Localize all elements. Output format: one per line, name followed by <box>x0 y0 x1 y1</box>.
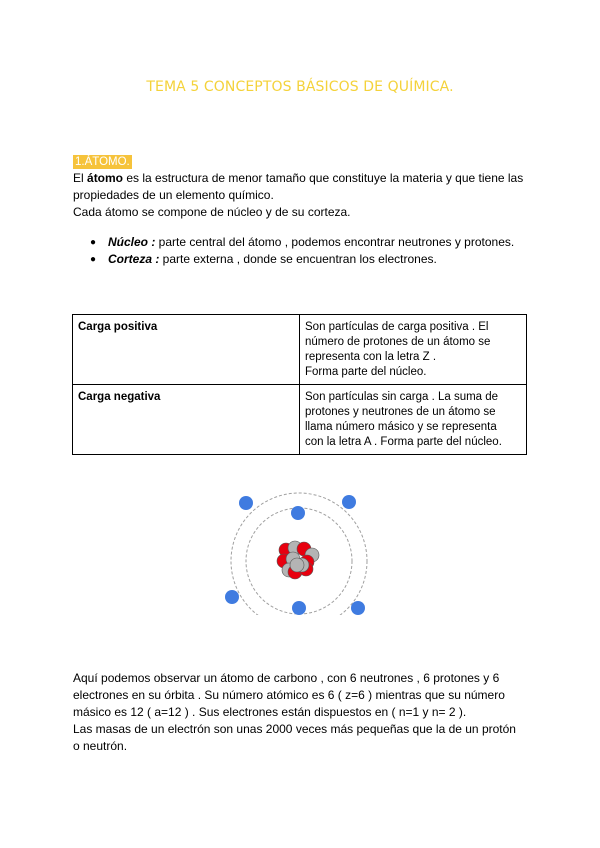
table-cell-value <box>300 315 527 385</box>
intro-paragraph <box>73 170 533 221</box>
electron <box>351 601 365 615</box>
intro-rest: es la estructura de menor tamaño que constituye la materia y que tiene las propiedades de un elemento químico. <box>73 171 524 202</box>
table-cell-key: Carga negativa <box>73 385 300 455</box>
value-line: Son partículas de carga positiva . El <box>305 321 489 333</box>
value-line: representa con la letra Z . <box>305 351 437 363</box>
nucleus <box>277 541 319 579</box>
neutron <box>290 558 304 572</box>
value-line: Son partículas sin carga . La suma de <box>305 391 499 403</box>
charge-table <box>72 314 527 455</box>
conclusion-line: o neutrón. <box>73 739 128 753</box>
electron <box>292 601 306 615</box>
conclusion-line: Aquí podemos observar un átomo de carbono , con 6 neutrones , 6 protones y 6 <box>73 671 500 685</box>
bullet-text: parte externa , donde se encuentran los electrones. <box>159 252 437 266</box>
intro-line-2: Cada átomo se compone de núcleo y de su corteza. <box>73 205 351 219</box>
intro-lead: El <box>73 171 88 185</box>
bullet-text: parte central del átomo , podemos encontrar neutrones y protones. <box>155 235 515 249</box>
conclusion-line: electrones en su órbita . Su número atómico es 6 ( z=6 ) mientras que su número <box>73 688 505 702</box>
page-title: TEMA 5 CONCEPTOS BÁSICOS DE QUÍMICA. <box>146 79 454 95</box>
conclusion-paragraph <box>73 670 533 755</box>
electron <box>239 496 253 510</box>
atom-diagram <box>215 485 385 615</box>
value-line: protones y neutrones de un átomo se <box>305 406 496 418</box>
table-cell-key: Carga positiva <box>73 315 300 385</box>
electron <box>225 590 239 604</box>
intro-line-1 <box>73 170 533 204</box>
value-line: con la letra A . Forma parte del núcleo. <box>305 436 502 448</box>
bullet-icon: ● <box>90 237 97 248</box>
table-row <box>73 385 527 455</box>
bullet-list <box>90 234 514 268</box>
bullet-term: Corteza : <box>108 252 160 266</box>
bullet-icon: ● <box>90 254 97 265</box>
intro-term: átomo <box>87 171 124 185</box>
electron <box>291 506 305 520</box>
conclusion-line: Las masas de un electrón son unas 2000 veces más pequeñas que la de un protón <box>73 722 516 736</box>
section-heading: 1.ÁTOMO. <box>75 156 130 168</box>
value-line: llama número másico y se representa <box>305 421 497 433</box>
value-line: Forma parte del núcleo. <box>305 366 427 378</box>
conclusion-line: másico es 12 ( a=12 ) . Sus electrones están dispuestos en ( n=1 y n= 2 ). <box>73 705 467 719</box>
table-row <box>73 315 527 385</box>
list-item <box>90 251 514 268</box>
table-cell-value <box>300 385 527 455</box>
list-item <box>90 234 514 251</box>
electron <box>342 495 356 509</box>
bullet-term: Núcleo : <box>108 235 156 249</box>
value-line: número de protones de un átomo se <box>305 336 491 348</box>
